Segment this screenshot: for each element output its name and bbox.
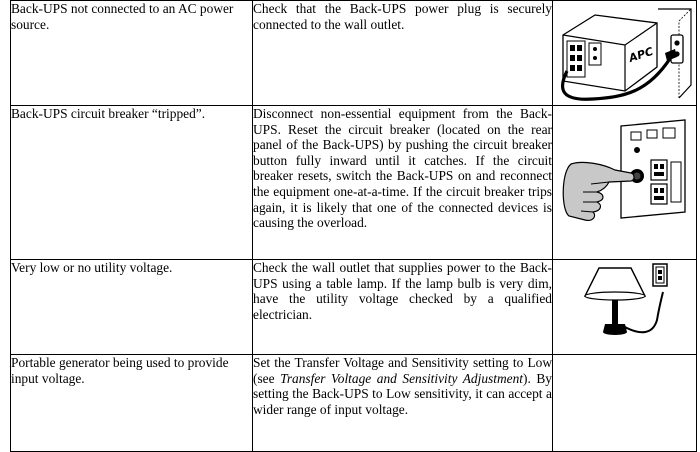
illustration-cell (553, 106, 697, 260)
table-row (11, 106, 697, 260)
table-row (11, 1, 697, 106)
table-row (11, 260, 697, 355)
solution-text: ). By setting the Back-UPS to Low sensitivity, it can accept a wider range of input voltage. (253, 370, 552, 417)
solution-cell (253, 355, 553, 452)
apc-logo: APC (627, 44, 655, 65)
illustration-cell (553, 1, 697, 106)
section-reference: Transfer Voltage and Sensitivity Adjustment (280, 370, 524, 386)
finger-pressing-breaker-icon (553, 106, 697, 259)
table-lamp-icon (553, 260, 697, 354)
solution-cell: Check the wall outlet that supplies power to the Back-UPS using a table lamp. If the lamp bulb is very dim, have the utility voltage checked by a qualified electrician. (253, 260, 553, 355)
problem-cause-cell: Back-UPS not connected to an AC power source. (11, 1, 253, 106)
problem-cause-cell: Very low or no utility voltage. (11, 260, 253, 355)
solution-cell: Check that the Back-UPS power plug is securely connected to the wall outlet. (253, 1, 553, 106)
table-row (11, 355, 697, 452)
illustration-cell (553, 260, 697, 355)
illustration-cell (553, 355, 697, 452)
solution-cell: Disconnect non-essential equipment from the Back-UPS. Reset the circuit breaker (located on the rear panel of the Back-UPS) by pushing the circuit breaker button fully inward until it catches. If the circuit breaker resets, switch the Back-UPS on and reconnect the equipment one-at-a-time. If the circuit breaker trips again, it is likely that one of the connected devices is causing the overload. (253, 106, 553, 260)
problem-cause-cell: Portable generator being used to provide input voltage. (11, 355, 253, 452)
problem-cause-cell: Back-UPS circuit breaker “tripped”. (11, 106, 253, 260)
troubleshooting-table (10, 0, 697, 452)
solution-text: Set the Transfer Voltage and Sensitivity setting to Low (see (253, 355, 552, 386)
ups-plugged-into-wall-icon (553, 1, 697, 105)
